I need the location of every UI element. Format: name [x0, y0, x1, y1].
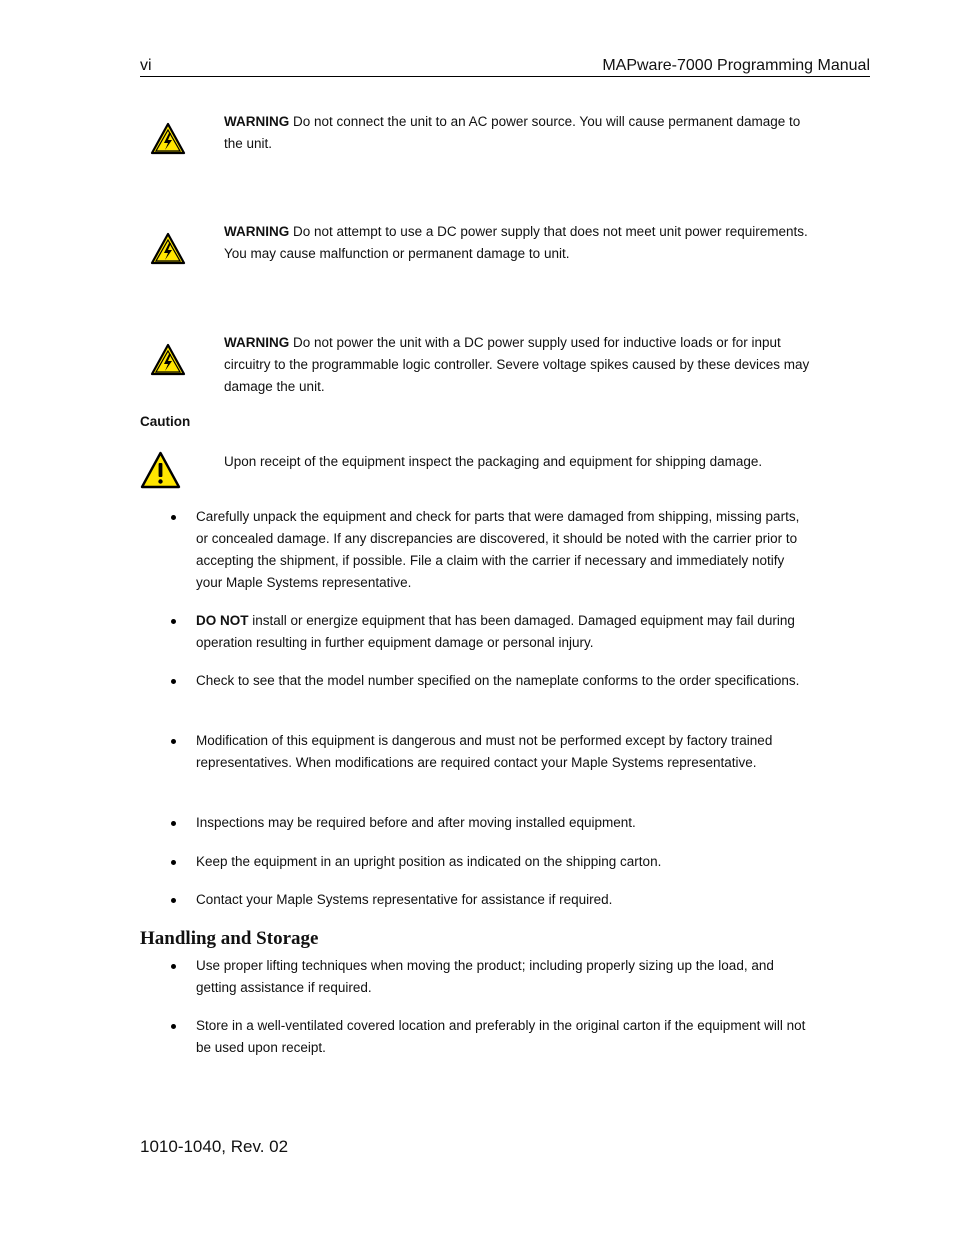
list-item-text: install or energize equipment that has been damaged. Damaged equipment may fail during operation resulting in further equipment damage or personal injury. [196, 613, 795, 650]
bullet-dot [171, 964, 176, 969]
warning-1-label: WARNING [224, 114, 290, 129]
bullet-dot [171, 679, 176, 684]
list-item [196, 610, 811, 654]
header-rule [140, 76, 870, 77]
list-item [196, 1015, 811, 1059]
warning-1 [224, 111, 814, 155]
list-item-text: Inspections may be required before and after moving installed equipment. [196, 815, 636, 830]
caution-heading: Caution [140, 414, 191, 429]
list-item-text: Check to see that the model number specified on the nameplate conforms to the order specifications. [196, 673, 800, 688]
list-item-text: Keep the equipment in an upright position as indicated on the shipping carton. [196, 854, 662, 869]
bullet-dot [171, 898, 176, 903]
bullet-dot [171, 739, 176, 744]
caution-exclamation-icon [140, 451, 181, 489]
electric-shock-warning-icon [150, 232, 186, 265]
list-item [196, 889, 811, 911]
list-item-text: Modification of this equipment is dangerous and must not be performed except by factory trained representatives. When modifications are required contact your Maple Systems representative. [196, 733, 773, 770]
list-item-text: Use proper lifting techniques when moving the product; including properly sizing up the load, and getting assistance if required. [196, 958, 774, 995]
section-heading: Handling and Storage [140, 928, 319, 949]
list-item [196, 851, 811, 873]
list-item [196, 812, 811, 834]
list-item-text: Carefully unpack the equipment and check for parts that were damaged from shipping, missing parts, or concealed damage. If any discrepancies are discovered, it should be noted with the carrier prior to accepting the shipment, if possible. File a claim with the carrier if necessary and immediately notify your Maple Systems representative. [196, 509, 800, 590]
warning-1-text: Do not connect the unit to an AC power source. You will cause permanent damage to the unit. [224, 114, 801, 151]
warning-2-label: WARNING [224, 224, 290, 239]
bullet-dot [171, 619, 176, 624]
warning-3-label: WARNING [224, 335, 290, 350]
list-item-bold: DO NOT [196, 613, 249, 628]
document-number: 1010-1040, Rev. 02 [140, 1137, 289, 1156]
bullet-dot [171, 860, 176, 865]
warning-3-text: Do not power the unit with a DC power supply used for inductive loads or for input circuitry to the programmable logic controller. Severe voltage spikes caused by these devices may damage the unit. [224, 335, 810, 394]
list-item-text: Contact your Maple Systems representative for assistance if required. [196, 892, 613, 907]
page-number: vi [140, 57, 152, 74]
electric-shock-warning-icon [150, 343, 186, 376]
list-item [196, 506, 811, 594]
manual-title: MAPware-7000 Programming Manual [602, 57, 870, 74]
bullet-dot [171, 515, 176, 520]
warning-3 [224, 332, 814, 398]
caution-text: Upon receipt of the equipment inspect the packaging and equipment for shipping damage. [224, 454, 763, 469]
list-item-text: Store in a well-ventilated covered location and preferably in the original carton if the equipment will not be used upon receipt. [196, 1018, 806, 1055]
electric-shock-warning-icon [150, 122, 186, 155]
list-item [196, 955, 811, 999]
list-item [196, 730, 811, 774]
warning-2-text: Do not attempt to use a DC power supply that does not meet unit power requirements. You may cause malfunction or permanent damage to unit. [224, 224, 808, 261]
warning-2 [224, 221, 814, 265]
bullet-dot [171, 821, 176, 826]
list-item [196, 670, 811, 692]
bullet-dot [171, 1024, 176, 1029]
